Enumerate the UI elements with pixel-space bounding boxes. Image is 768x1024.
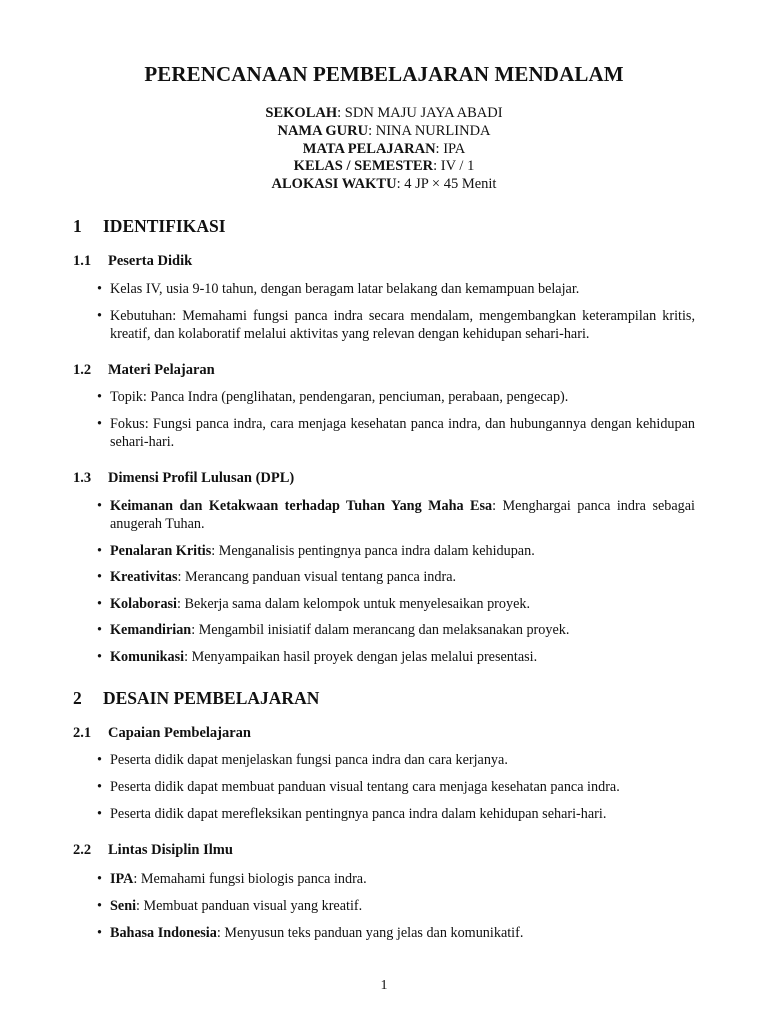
subsection-number: 2.1: [73, 725, 92, 741]
bullet-icon: •: [97, 416, 102, 432]
bullet-icon: •: [97, 779, 102, 795]
subsection-heading: [73, 362, 215, 379]
meta-label: ALOKASI WAKTU: [271, 176, 397, 193]
section-title: DESAIN PEMBELAJARAN: [103, 688, 320, 708]
meta-value: : NINA NURLINDA: [368, 122, 491, 139]
list-item: • Penalaran Kritis: Menganalisis pentingnya panca indra dalam kehidupan.: [97, 542, 535, 559]
subsection-title: Capaian Pembelajaran: [108, 725, 251, 741]
section-heading: [73, 688, 319, 709]
meta-label: KELAS / SEMESTER: [293, 158, 434, 175]
meta-label: SEKOLAH: [265, 105, 338, 121]
page-number: 1: [380, 978, 388, 993]
meta-subject: [0, 141, 768, 159]
subsection-number: 2.2: [73, 842, 92, 858]
bullet-list: [97, 870, 695, 942]
bullet-icon: •: [97, 925, 102, 941]
bullet-icon: •: [97, 542, 102, 559]
subsection-number: 1.1: [73, 253, 92, 269]
section-number: 1: [73, 216, 82, 236]
bullet-icon: •: [97, 595, 102, 612]
bullet-list: [97, 751, 695, 823]
bullet-list: [97, 280, 695, 343]
bullet-icon: •: [97, 569, 102, 585]
meta-value: : IV / 1: [433, 158, 475, 175]
bullet-icon: •: [97, 648, 102, 665]
meta-label: MATA PELAJARAN: [302, 140, 436, 157]
list-item: • Kelas IV, usia 9-10 tahun, dengan beragam latar belakang dan kemampuan belajar.: [97, 281, 580, 297]
list-item: • Seni: Membuat panduan visual yang kreatif.: [97, 898, 363, 914]
subsection-heading: [73, 725, 251, 742]
bullet-icon: •: [97, 622, 102, 638]
section-title: IDENTIFIKASI: [103, 216, 226, 236]
meta-time-allocation: [0, 176, 768, 194]
bullet-list: [97, 497, 695, 666]
list-item: • Bahasa Indonesia: Menyusun teks panduan yang jelas dan komunikatif.: [97, 925, 524, 941]
bullet-icon: •: [97, 308, 102, 324]
meta-value: : SDN MAJU JAYA ABADI: [337, 105, 503, 121]
subsection-heading: [73, 253, 192, 270]
subsection-title: Lintas Disiplin Ilmu: [108, 842, 233, 858]
meta-label: NAMA GURU: [277, 122, 369, 139]
list-item: • IPA: Memahami fungsi biologis panca indra.: [97, 871, 367, 887]
list-item: • Kolaborasi: Bekerja sama dalam kelompok untuk menyelesaikan proyek.: [97, 595, 531, 612]
bullet-icon: •: [97, 806, 102, 822]
subsection-number: 1.2: [73, 362, 92, 378]
section-number: 2: [73, 688, 82, 708]
meta-value: : IPA: [435, 140, 466, 157]
list-item: • Komunikasi: Menyampaikan hasil proyek dengan jelas melalui presentasi.: [97, 648, 538, 665]
subsection-title: Peserta Didik: [108, 253, 193, 269]
bullet-list: [97, 388, 695, 451]
meta-school: [0, 105, 768, 123]
list-item: • Peserta didik dapat menjelaskan fungsi panca indra dan cara kerjanya.: [97, 752, 508, 768]
bullet-icon: •: [97, 498, 102, 514]
bullet-icon: •: [97, 281, 102, 297]
list-item: • Kebutuhan: Memahami fungsi panca indra secara mendalam, mengembangkan keterampilan kritis, kreatif, dan kolaboratif melalui aktivitas yang relevan dengan kehidupan sehari-hari.: [97, 308, 695, 342]
document-title: PERENCANAAN PEMBELAJARAN MENDALAM: [144, 62, 624, 86]
subsection-title: Materi Pelajaran: [108, 362, 215, 378]
bullet-icon: •: [97, 752, 102, 768]
subsection-heading: [73, 470, 294, 487]
list-item: • Kreativitas: Merancang panduan visual tentang panca indra.: [97, 569, 457, 585]
list-item: • Keimanan dan Ketakwaan terhadap Tuhan Yang Maha Esa: Menghargai panca indra sebagai anugerah Tuhan.: [97, 498, 695, 532]
bullet-icon: •: [97, 898, 102, 914]
list-item: • Peserta didik dapat membuat panduan visual tentang cara menjaga kesehatan panca indra.: [97, 779, 620, 795]
meta-teacher: [0, 123, 768, 141]
list-item: • Fokus: Fungsi panca indra, cara menjaga kesehatan panca indra, dan hubungannya dengan kehidupan sehari-hari.: [97, 416, 695, 450]
list-item: • Kemandirian: Mengambil inisiatif dalam merancang dan melaksanakan proyek.: [97, 622, 570, 638]
list-item: • Topik: Panca Indra (penglihatan, pendengaran, penciuman, perabaan, pengecap).: [97, 389, 569, 405]
section-heading: [73, 216, 226, 237]
meta-class-semester: [0, 158, 768, 176]
list-item: • Peserta didik dapat merefleksikan pentingnya panca indra dalam kehidupan sehari-hari.: [97, 806, 607, 822]
subsection-heading: [73, 842, 233, 859]
subsection-number: 1.3: [73, 470, 92, 486]
document-meta: [0, 105, 768, 194]
bullet-icon: •: [97, 871, 102, 887]
bullet-icon: •: [97, 389, 102, 405]
subsection-title: Dimensi Profil Lulusan (DPL): [108, 470, 295, 486]
meta-value: : 4 JP × 45 Menit: [396, 176, 497, 193]
